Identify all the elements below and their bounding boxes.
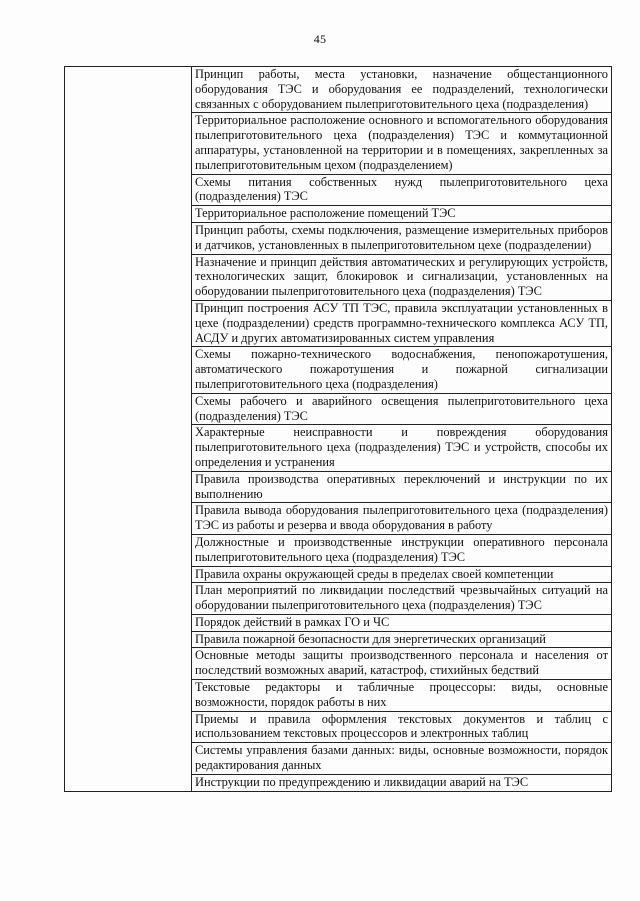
requirement-cell: Назначение и принцип действия автоматических и регулирующих устройств, технологических защит, блокировок и сигнализации, установленных на оборудовании пылеприготовительного цеха (подразделения) ТЭС xyxy=(192,254,612,300)
requirement-cell: План мероприятий по ликвидации последствий чрезвычайных ситуаций на оборудовании пылеприготовительного цеха (подразделения) ТЭС xyxy=(192,583,612,615)
requirement-cell: Схемы рабочего и аварийного освещения пылеприготовительного цеха (подразделения) ТЭС xyxy=(192,393,612,425)
requirement-cell: Характерные неисправности и повреждения оборудования пылеприготовительного цеха (подразделения) ТЭС и устройств, способы их определения и устранения xyxy=(192,425,612,471)
requirement-cell: Схемы пожарно-технического водоснабжения, пенопожаротушения, автоматического пожаротушения и пожарной сигнализации пылеприготовительного цеха (подразделения) xyxy=(192,347,612,393)
requirement-cell: Правила производства оперативных переключений и инструкции по их выполнению xyxy=(192,471,612,503)
requirement-cell: Правила охраны окружающей среды в пределах своей компетенции xyxy=(192,566,612,583)
requirements-table-body xyxy=(65,67,612,792)
requirement-cell: Схемы питания собственных нужд пылеприготовительного цеха (подразделения) ТЭС xyxy=(192,174,612,206)
requirement-cell: Приемы и правила оформления текстовых документов и таблиц с использованием текстовых процессоров и электронных таблиц xyxy=(192,711,612,743)
left-column-cell xyxy=(65,67,192,792)
requirement-cell: Правила вывода оборудования пылеприготовительного цеха (подразделения) ТЭС из работы и резерва и ввода оборудования в работу xyxy=(192,503,612,535)
table-row xyxy=(65,67,612,113)
requirement-cell: Инструкции по предупреждению и ликвидации аварий на ТЭС xyxy=(192,774,612,791)
requirement-cell: Текстовые редакторы и табличные процессоры: виды, основные возможности, порядок работы в них xyxy=(192,680,612,712)
page-number: 45 xyxy=(313,32,327,46)
requirement-cell: Порядок действий в рамках ГО и ЧС xyxy=(192,614,612,631)
requirement-cell: Основные методы защиты производственного персонала и населения от последствий возможных аварий, катастроф, стихийных бедствий xyxy=(192,648,612,680)
requirements-table xyxy=(64,66,612,792)
requirement-cell: Территориальное расположение помещений ТЭС xyxy=(192,206,612,223)
requirement-cell: Принцип работы, схемы подключения, размещение измерительных приборов и датчиков, установленных в пылеприготовительном цехе (подразделении) xyxy=(192,222,612,254)
requirement-cell: Принцип работы, места установки, назначение общестанционного оборудования ТЭС и оборудования ее подразделений, технологически связанных с оборудованием пылеприготовительного цеха (подразделения) xyxy=(192,67,612,113)
requirement-cell: Территориальное расположение основного и вспомогательного оборудования пылеприготовительного цеха (подразделения) ТЭС и коммутационной аппаратуры, установленной на территории и в помещениях, закрепленных за пылеприготовительным цехом (подразделением) xyxy=(192,113,612,174)
requirement-cell: Должностные и производственные инструкции оперативного персонала пылеприготовительного цеха (подразделения) ТЭС xyxy=(192,534,612,566)
requirement-cell: Правила пожарной безопасности для энергетических организаций xyxy=(192,631,612,648)
requirement-cell: Принцип построения АСУ ТП ТЭС, правила эксплуатации установленных в цехе (подразделении) средств программно-технического комплекса АСУ ТП, АСДУ и других автоматизированных систем управления xyxy=(192,300,612,346)
requirement-cell: Системы управления базами данных: виды, основные возможности, порядок редактирования данных xyxy=(192,743,612,775)
